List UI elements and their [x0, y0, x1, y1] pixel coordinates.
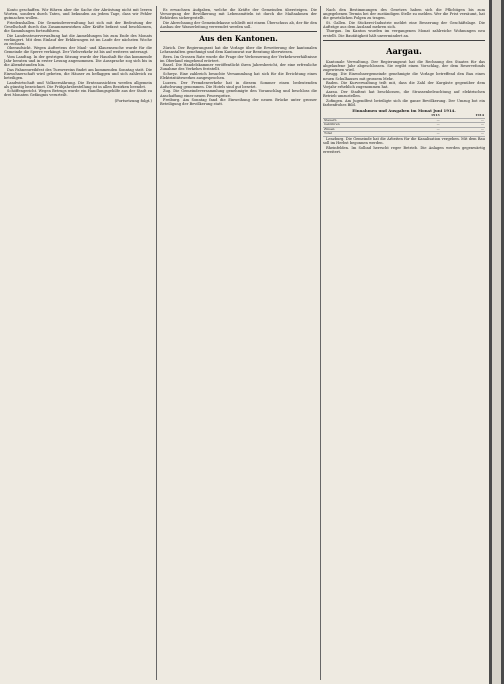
table-cell: — [396, 118, 440, 123]
table-title: Einnahmen und Ausgaben im Monat Juni 1914. [352, 107, 456, 113]
column-right [323, 8, 485, 678]
column-left [4, 8, 152, 678]
column-divider [320, 6, 321, 680]
table-header-cell: 1914 [441, 114, 485, 118]
article-paragraph: Nach den Bestimmungen des Gesetzes haben sich die Pflichtigen bis zum angegebenen Termin bei der zuständigen Stelle zu melden. Wer die Frist versäumt, hat die gesetzlichen Folgen zu tragen. [323, 8, 485, 21]
article-paragraph: Zofingen. Am Jugendfest beteiligte sich die ganze Bevölkerung. Der Umzug bot ein farbenfrohes Bild. [323, 98, 485, 107]
table-cell: Total [323, 132, 396, 137]
table-cell: — [441, 127, 485, 132]
article-paragraph: Freiburg. Am Sonntag fand die Einweihung der neuen Brücke unter grosser Beteiligung der Bevölkerung statt. [160, 98, 317, 107]
left-column-articles [4, 8, 152, 97]
table-row [323, 132, 485, 137]
article-paragraph: Vom Landtag. In der gestrigen Sitzung wurde der Haushalt für das kommende Jahr beraten und in erster Lesung angenommen. Die Aussprache zog sich bis in die Abendstunden hin. [4, 55, 152, 68]
article-paragraph: Konto geschaffen. Wir führen aber die Sache der Abrüstung nicht mit leeren Worten, sondern durch Taten, und bekunden an jedem Tage, dass wir Fehler gutmachen wollen. [4, 8, 152, 21]
article-paragraph: Bern. Im Grossen Rate wurde die Frage der Verbesserung der Verkehrsverhältnisse im Oberland eingehend erörtert. [160, 54, 317, 63]
article-paragraph: Es erwachsen Aufgaben, welche die Kräfte der Gemeinden übersteigen. Die Versorgung der Bevölkerung mit Lebensmitteln ist durch die Maßnahmen der Behörden sichergestellt. [160, 8, 317, 21]
right-column-articles [323, 60, 485, 107]
section-heading-kantonen: Aus den Kantonen. [199, 33, 278, 43]
article-paragraph: Kantonale Verwaltung. Der Regierungsrat hat die Rechnung des Staates für das abgelaufene Jahr abgeschlossen. Sie ergibt einen Vorschlag, der dem Reservefonds zugewiesen wird. [323, 59, 485, 72]
article-paragraph: Aarau. Der Stadtrat hat beschlossen, die Strassenbeleuchtung auf elektrischen Betrieb umzustellen. [323, 89, 485, 98]
article-paragraph: Thurgau. Im Kanton wurden im vergangenen Monat zahlreiche Wohnungen neu erstellt. Die Bautätigkeit hält unvermindert an. [323, 29, 485, 38]
middle-column-intro [160, 8, 317, 29]
article-paragraph: Landwirtschaft und Volksernährung. Die Ernteaussichten werden allgemein als günstig bezeichnet. Die Frühjahrsbestellung ist in allen Bezirken beendet. [4, 80, 152, 89]
article-paragraph: Schöffengericht. Wegen Betrugs wurde ein Handlungsgehilfe aus der Stadt zu drei Monaten Gefängnis verurteilt. [4, 89, 152, 98]
article-paragraph: Brugg. Die Einwohnergemeinde genehmigte die Vorlage betreffend den Bau eines neuen Schulhauses mit grossem Mehr. [323, 72, 485, 81]
table-cell: — [441, 123, 485, 128]
table-cell: — [396, 123, 440, 128]
article-paragraph: Luzern. Der Fremdenverkehr hat in diesem Sommer einen bedeutenden Aufschwung genommen. Die Hotels sind gut besetzt. [160, 80, 317, 89]
middle-column-articles [160, 46, 317, 106]
article-paragraph: St. Gallen. Die Stickerei-Industrie meldet eine Besserung der Geschäftslage. Die Aufträge aus dem Ausland mehren sich. [323, 20, 485, 29]
article-paragraph: Zug. Die Gemeindeversammlung genehmigte den Voranschlag und beschloss die Anschaffung einer neuen Feuerspritze. [160, 89, 317, 98]
article-paragraph: Rheinfelden. Im Solbad herrscht reger Betrieb. Die Anlagen werden gegenwärtig erweitert. [323, 145, 485, 154]
section-rule [323, 40, 485, 41]
table-cell: — [396, 132, 440, 137]
article-paragraph: Friedenshallen. Die Gemeindeverwaltung hat sich mit der Bedeutung der Gesellschaft durch das Zusammenwirken aller Kräfte befasst und beschlossen, die Sammlungen fortzuführen. [4, 20, 152, 33]
column-divider [156, 6, 157, 680]
article-paragraph: Zürich. Der Regierungsrat hat die Vorlage über die Erweiterung der kantonalen Lehranstalten genehmigt und dem Kantonsrat zur Beratung überwiesen. [160, 45, 317, 55]
adjacent-page-edge [489, 0, 504, 684]
article-paragraph: Die Landessteuerverwaltung hat die Anmeldungen bis zum Ende des Monats verlängert. Mit dem Einlauf der Erklärungen ist im Laufe der nächsten Woche zu rechnen. [4, 33, 152, 46]
article-paragraph: Lenzburg. Die Gemeinde hat die Arbeiten für die Kanalisation vergeben. Mit dem Bau soll im Herbst begonnen werden. [323, 137, 485, 146]
article-paragraph: Basel. Die Handelskammer veröffentlicht ihren Jahresbericht, der eine erfreuliche Zunahme des Verkehrs feststellt. [160, 63, 317, 72]
article-paragraph: Baden. Die Kurverwaltung teilt mit, dass die Zahl der Kurgäste gegenüber dem Vorjahr erheblich zugenommen hat. [323, 81, 485, 90]
table-cell: — [441, 118, 485, 123]
section-rule [160, 31, 317, 32]
article-paragraph: Oberaufsicht. Wegen Auftretens der Maul- und Klauenseuche wurde für die Gemeinde die Sperre verhängt. Der Viehverkehr ist bis auf weiteres untersagt. [4, 46, 152, 55]
table-header-cell: 1913 [396, 114, 440, 118]
finance-table [323, 114, 485, 137]
continuation-note: (Fortsetzung folgt.) [114, 98, 152, 104]
column-middle [160, 8, 317, 678]
article-paragraph: Schwyz. Eine zahlreich besuchte Versammlung hat sich für die Errichtung eines Elektrizitätswerkes ausgesprochen. [160, 72, 317, 81]
table-cell: — [441, 132, 485, 137]
article-paragraph: Das Fahnenweihfest des Turnvereins findet am kommenden Sonntag statt. Die Einwohnerschaft wird gebeten, die Häuser zu beflaggen und sich zahlreich zu beteiligen. [4, 67, 152, 80]
table-cell: — [396, 127, 440, 132]
table-cell: Steuern [323, 118, 396, 123]
table-cell: Zinsen [323, 127, 396, 132]
right-column-intro [323, 8, 485, 38]
section-heading-aargau: Aargau. [386, 45, 422, 56]
right-column-closing [323, 137, 485, 154]
table-cell: Gebühren [323, 123, 396, 128]
article-paragraph: Die Abrechnung der Gemeindekasse schließt mit einem Überschuss ab, der für den Ausbau der Wasserleitung verwendet werden soll. [160, 20, 317, 29]
table-body [323, 118, 485, 136]
